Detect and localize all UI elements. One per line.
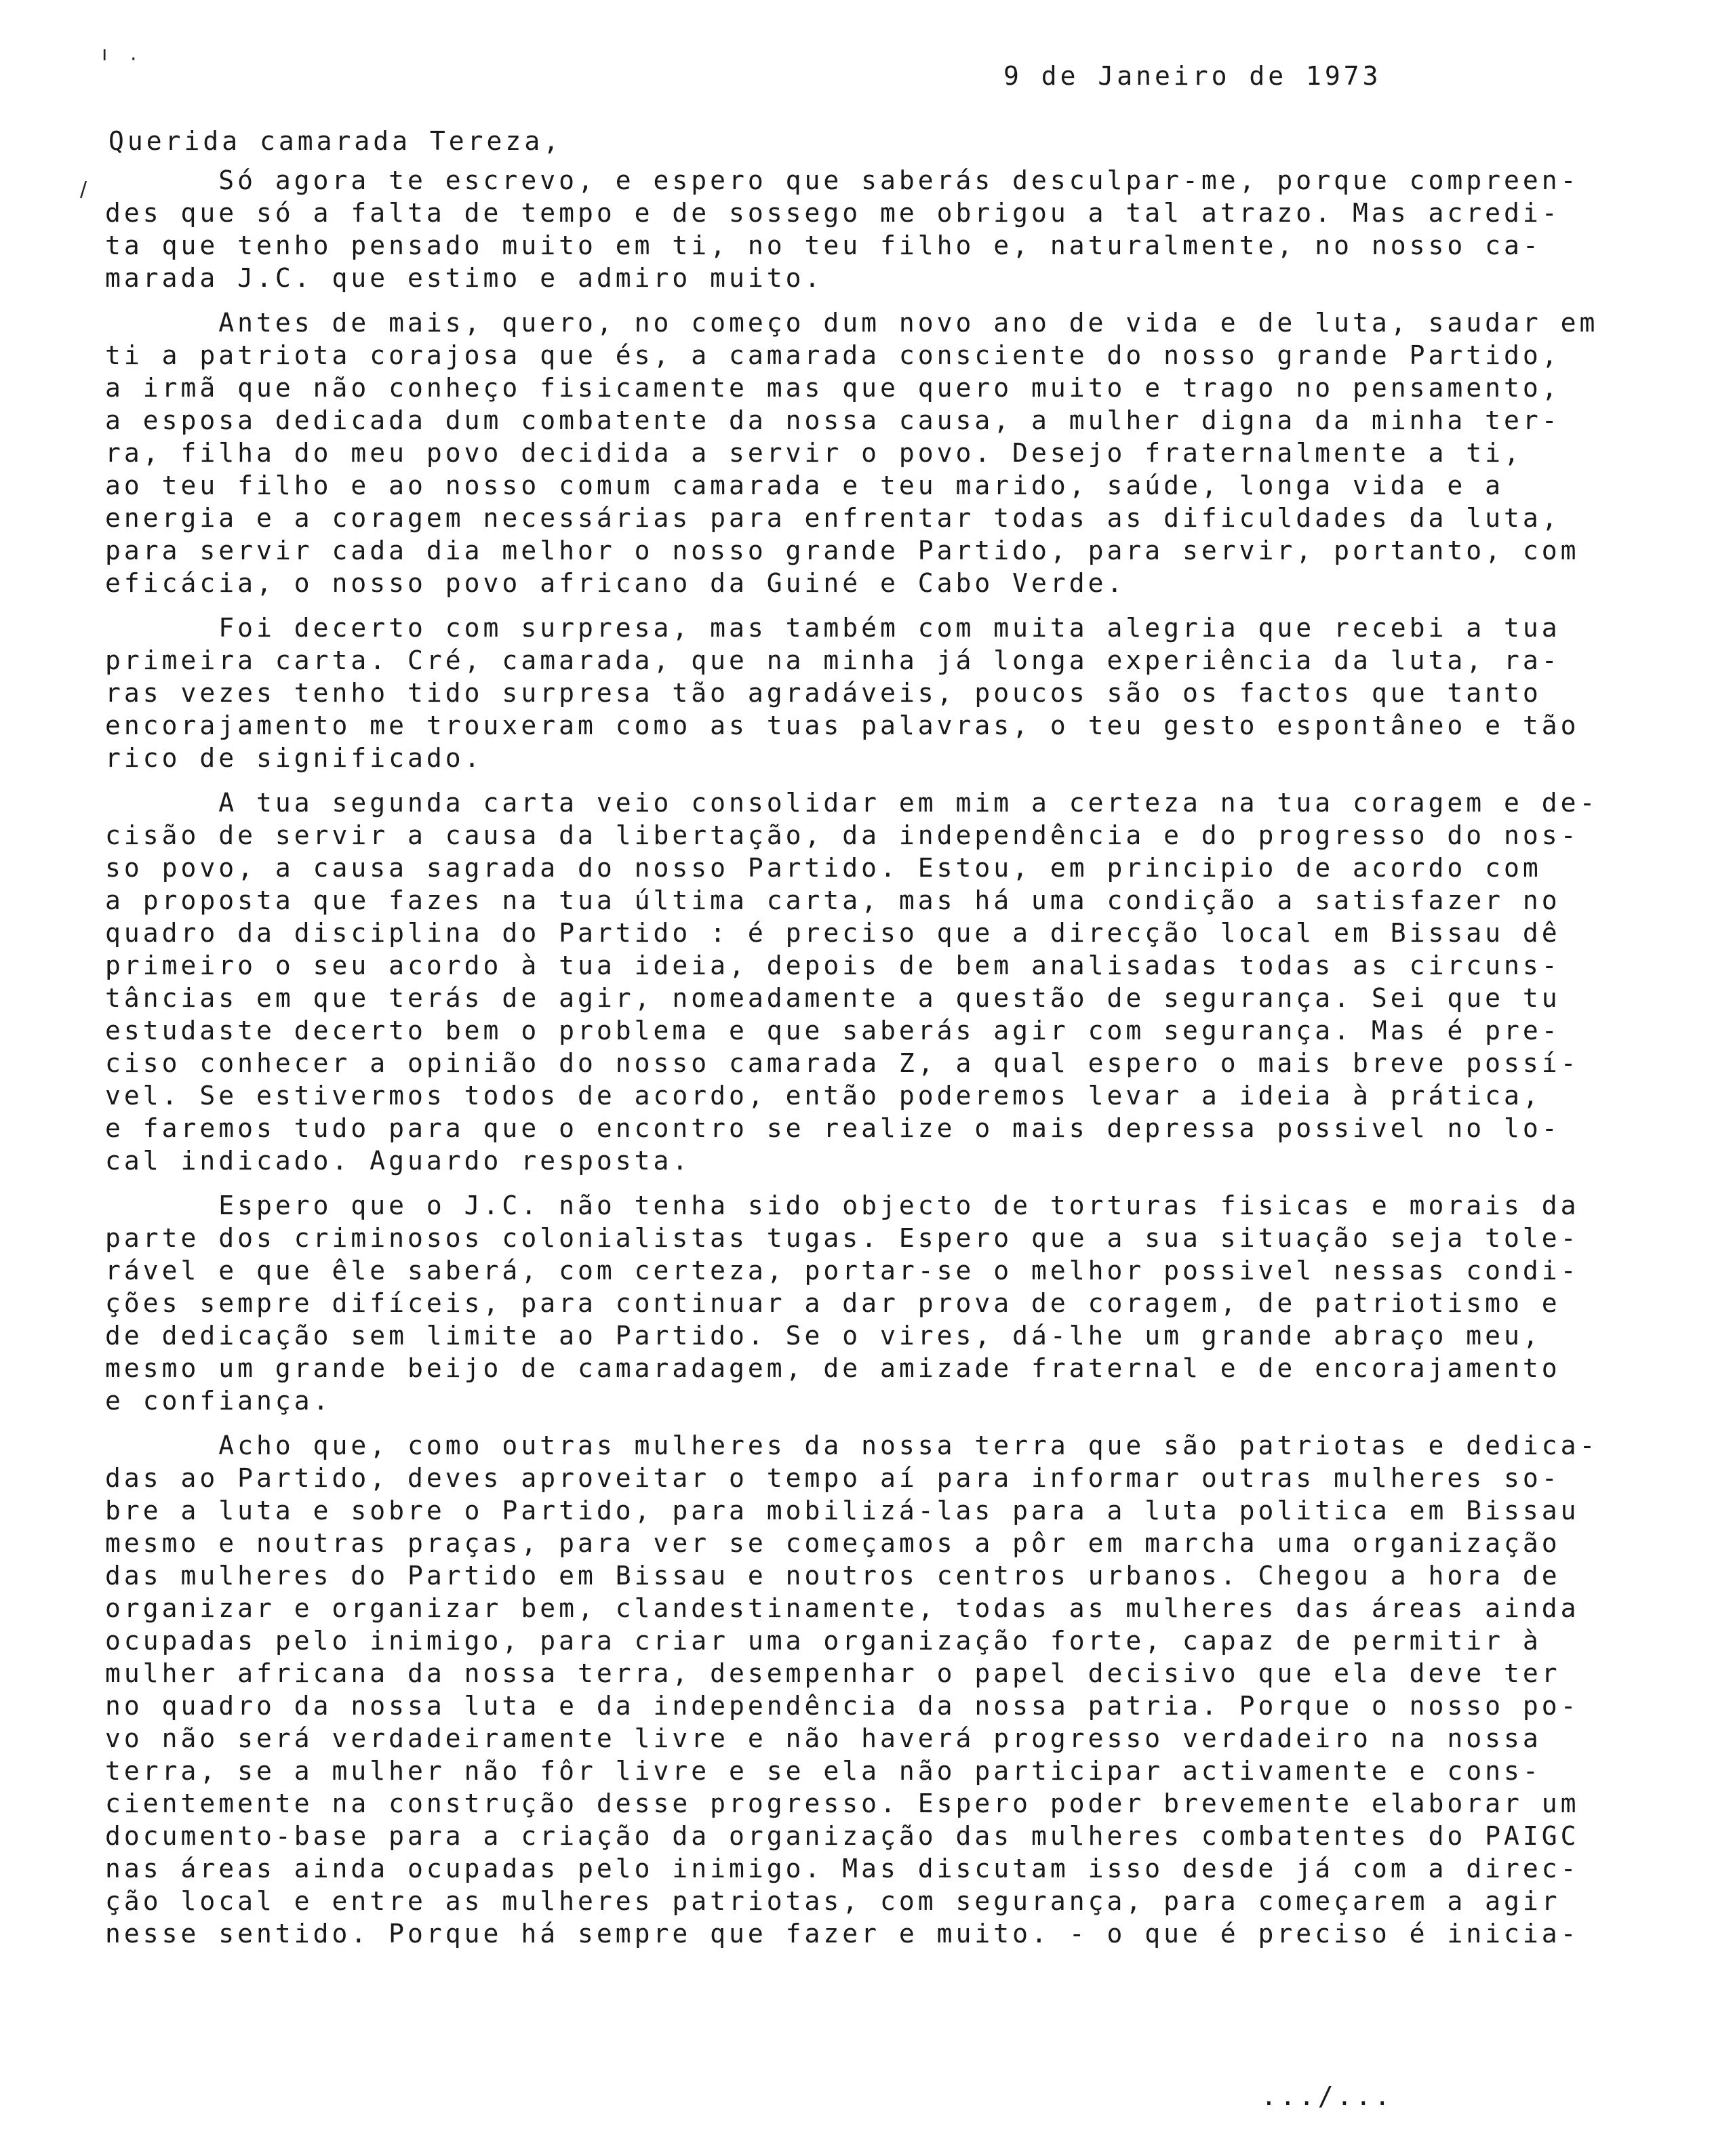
text-line: ti a patriota corajosa que és, a camarada consciente do nosso grande Partido, (105, 340, 1561, 370)
letter-paragraph (105, 1429, 1665, 1950)
text-line: bre a luta e sobre o Partido, para mobilizá-las para a luta politica em Bissau (105, 1496, 1580, 1525)
text-line: parte dos criminosos colonialistas tugas. Espero que a sua situação seja tole- (105, 1223, 1580, 1253)
text-line: ção local e entre as mulheres patriotas, com segurança, para começarem a agir (105, 1886, 1561, 1916)
letter-date: 9 de Janeiro de 1973 (1003, 61, 1382, 91)
text-line: para servir cada dia melhor o nosso grande Partido, para servir, portanto, com (105, 536, 1580, 565)
letter-salutation: Querida camarada Tereza, (108, 126, 563, 156)
text-line: rico de significado. (105, 743, 483, 773)
text-line: quadro da disciplina do Partido : é preciso que a direcção local em Bissau dê (105, 918, 1561, 948)
letter-body (105, 164, 1665, 1962)
letter-paragraph (105, 164, 1665, 294)
text-line: eficácia, o nosso povo africano da Guiné e Cabo Verde. (105, 568, 1126, 598)
text-line: primeiro o seu acordo à tua ideia, depois de bem analisadas todas as circuns- (105, 951, 1561, 980)
text-line: des que só a falta de tempo e de sossego me obrigou a tal atrazo. Mas acredi- (105, 198, 1561, 228)
text-line: de dedicação sem limite ao Partido. Se o vires, dá-lhe um grande abraço meu, (105, 1321, 1542, 1351)
letter-paragraph (105, 786, 1665, 1177)
margin-mark-top: ı (102, 42, 111, 66)
text-line: Espero que o J.C. não tenha sido objecto de torturas fisicas e morais da (105, 1191, 1580, 1220)
text-line: tâncias em que terás de agir, nomeadamente a questão de segurança. Sei que tu (105, 983, 1561, 1013)
text-line: mulher africana da nossa terra, desempenhar o papel decisivo que ela deve ter (105, 1658, 1561, 1688)
text-line: estudaste decerto bem o problema e que saberás agir com segurança. Mas é pre- (105, 1016, 1561, 1045)
text-line: cal indicado. Aguardo resposta. (105, 1146, 692, 1176)
letter-paragraph (105, 612, 1665, 774)
text-line: nesse sentido. Porque há sempre que fazer e muito. - o que é preciso é inicia- (105, 1919, 1580, 1949)
text-line: Só agora te escrevo, e espero que saberás desculpar-me, porque compreen- (105, 165, 1580, 195)
text-line: ocupadas pelo inimigo, para criar uma organização forte, capaz de permitir à (105, 1626, 1542, 1656)
text-line: ras vezes tenho tido surpresa tão agradáveis, poucos são os factos que tanto (105, 678, 1542, 708)
text-line: das ao Partido, deves aproveitar o tempo aí para informar outras mulheres so- (105, 1463, 1561, 1493)
text-line: ciso conhecer a opinião do nosso camarada Z, a qual espero o mais breve possí- (105, 1048, 1580, 1078)
text-line: no quadro da nossa luta e da independência da nossa patria. Porque o nosso po- (105, 1691, 1580, 1721)
text-line: so povo, a causa sagrada do nosso Partido. Estou, em principio de acordo com (105, 853, 1542, 883)
text-line: rável e que êle saberá, com certeza, portar-se o melhor possivel nessas condi- (105, 1256, 1580, 1285)
text-line: marada J.C. que estimo e admiro muito. (105, 263, 824, 293)
text-line: cientemente na construção desse progresso. Espero poder brevemente elaborar um (105, 1789, 1580, 1818)
text-line: e faremos tudo para que o encontro se realize o mais depressa possivel no lo- (105, 1113, 1561, 1143)
text-line: energia e a coragem necessárias para enfrentar todas as dificuldades da luta, (105, 503, 1561, 533)
text-line: documento-base para a criação da organização das mulheres combatentes do PAIGC (105, 1821, 1580, 1851)
text-line: mesmo e noutras praças, para ver se começamos a pôr em marcha uma organização (105, 1528, 1561, 1558)
text-line: encorajamento me trouxeram como as tuas palavras, o teu gesto espontâneo e tão (105, 711, 1580, 740)
text-line: ra, filha do meu povo decidida a servir o povo. Desejo fraternalmente a ti, (105, 438, 1523, 468)
text-line: primeira carta. Cré, camarada, que na minha já longa experiência da luta, ra- (105, 645, 1561, 675)
text-line: das mulheres do Partido em Bissau e noutros centros urbanos. Chegou a hora de (105, 1561, 1561, 1591)
margin-mark-tick: / (80, 178, 91, 201)
text-line: ao teu filho e ao nosso comum camarada e teu marido, saúde, longa vida e a (105, 471, 1504, 500)
continued-marker: .../... (1261, 2081, 1394, 2111)
text-line: A tua segunda carta veio consolidar em mim a certeza na tua coragem e de- (105, 788, 1599, 818)
text-line: mesmo um grande beijo de camaradagem, de amizade fraternal e de encorajamento (105, 1353, 1561, 1383)
text-line: vel. Se estivermos todos de acordo, então poderemos levar a ideia à prática, (105, 1081, 1542, 1111)
text-line: e confiança. (105, 1386, 332, 1416)
text-line: Acho que, como outras mulheres da nossa terra que são patriotas e dedica- (105, 1431, 1599, 1460)
text-line: ções sempre difíceis, para continuar a dar prova de coragem, de patriotismo e (105, 1288, 1561, 1318)
text-line: ta que tenho pensado muito em ti, no teu filho e, naturalmente, no nosso ca- (105, 231, 1542, 260)
text-line: cisão de servir a causa da libertação, da independência e do progresso do nos- (105, 820, 1580, 850)
text-line: vo não será verdadeiramente livre e não haverá progresso verdadeiro na nossa (105, 1723, 1542, 1753)
text-line: a esposa dedicada dum combatente da nossa causa, a mulher digna da minha ter- (105, 405, 1561, 435)
text-line: terra, se a mulher não fôr livre e se ela não participar activamente e cons- (105, 1756, 1542, 1786)
text-line: a irmã que não conheço fisicamente mas que quero muito e trago no pensamento, (105, 373, 1561, 403)
text-line: nas áreas ainda ocupadas pelo inimigo. Mas discutam isso desde já com a direc- (105, 1854, 1580, 1883)
letter-paragraph (105, 1189, 1665, 1417)
text-line: a proposta que fazes na tua última carta, mas há uma condição a satisfazer no (105, 885, 1561, 915)
text-line: organizar e organizar bem, clandestinamente, todas as mulheres das áreas ainda (105, 1593, 1580, 1623)
text-line: Foi decerto com surpresa, mas também com muita alegria que recebi a tua (105, 613, 1561, 643)
text-line: Antes de mais, quero, no começo dum novo ano de vida e de luta, saudar em (105, 308, 1599, 338)
letter-paragraph (105, 306, 1665, 599)
margin-mark-dot: · (130, 47, 140, 71)
